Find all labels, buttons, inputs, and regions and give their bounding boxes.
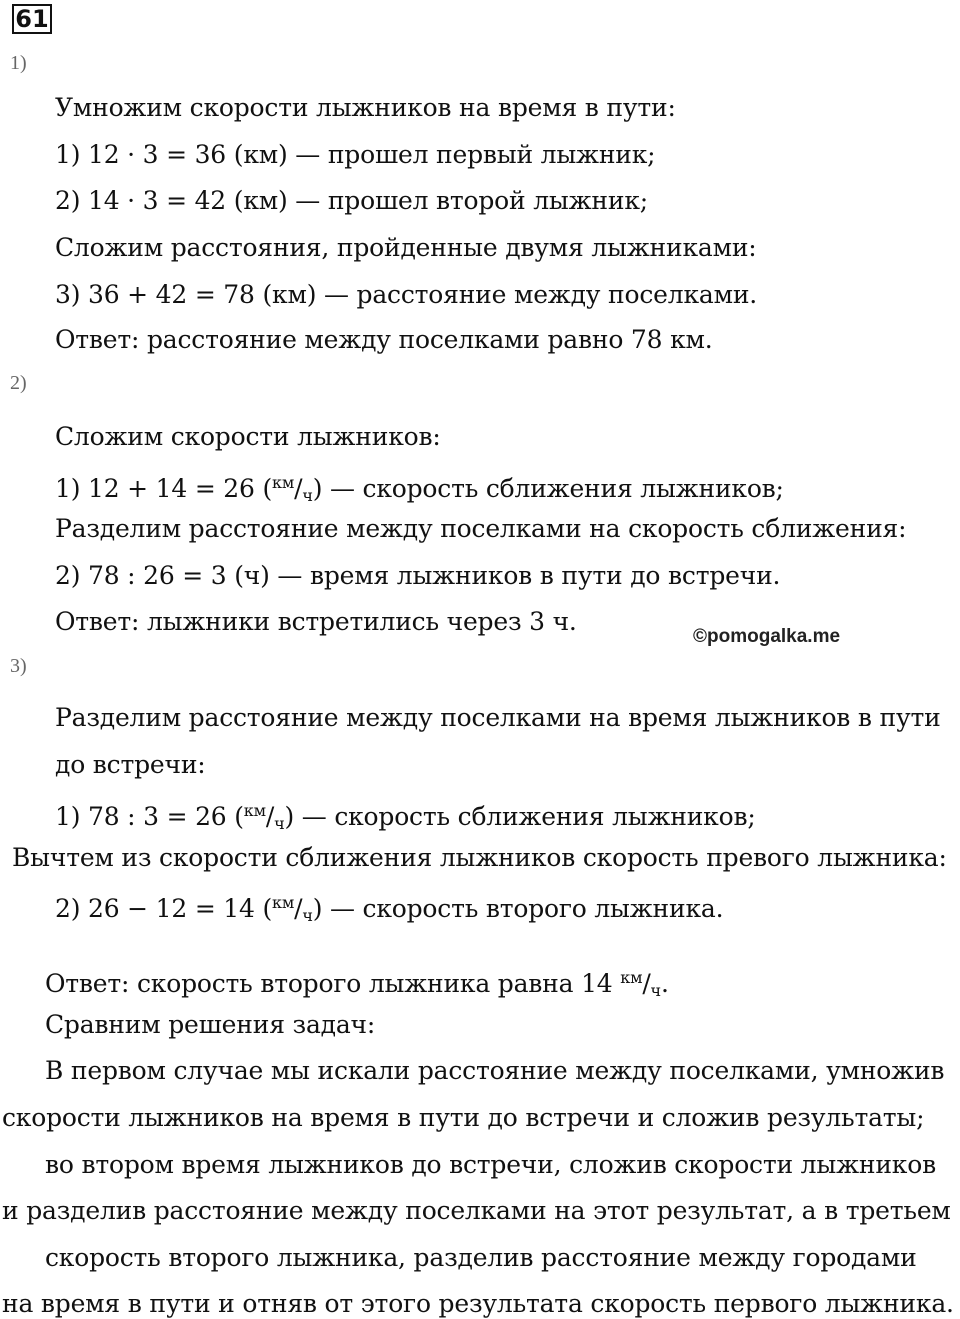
- section-label-2: 2): [10, 372, 27, 394]
- part3-line-5: [55, 888, 723, 931]
- comparison-line-4: во втором время лыжников до встречи, сложив скорости лыжников: [45, 1150, 936, 1179]
- part1-answer: Ответ: расстояние между поселками равно 78 км.: [55, 325, 713, 354]
- part2-line-2-tail: ) — скорость сближения лыжников;: [312, 474, 784, 503]
- part1-line-2: 1) 12 · 3 = 36 (км) — прошел первый лыжник;: [55, 140, 656, 169]
- part1-line-1: Умножим скорости лыжников на время в пути:: [55, 93, 676, 122]
- unit-km: км: [272, 473, 295, 492]
- section-label-3: 3): [10, 655, 27, 677]
- part2-line-4: 2) 78 : 26 = 3 (ч) — время лыжников в пути до встречи.: [55, 561, 781, 590]
- unit-km: км: [620, 968, 643, 987]
- part3-line-3: [55, 796, 756, 839]
- unit-h: ч: [302, 486, 313, 505]
- part3-line-2: до встречи:: [55, 750, 206, 779]
- task-number-box: 61: [12, 4, 52, 34]
- part2-line-1: Сложим скорости лыжников:: [55, 422, 441, 451]
- part3-answer-tail: .: [660, 969, 669, 998]
- comparison-line-3: скорости лыжников на время в пути до встречи и сложив результаты;: [2, 1103, 925, 1132]
- unit-h: ч: [274, 814, 285, 833]
- part3-line-4: Вычтем из скорости сближения лыжников скорость превого лыжника:: [12, 843, 947, 872]
- unit-slash: /: [294, 474, 303, 503]
- part2-line-3: Разделим расстояние между поселками на скорость сближения:: [55, 514, 907, 543]
- unit-slash: /: [265, 802, 275, 831]
- part1-line-4: Сложим расстояния, пройденные двумя лыжниками:: [55, 233, 757, 262]
- comparison-heading: Сравним решения задач:: [45, 1010, 376, 1039]
- part3-line-1: Разделим расстояние между поселками на время лыжников в пути: [55, 703, 941, 732]
- watermark: ©pomogalka.me: [693, 626, 841, 647]
- part3-answer: [45, 963, 669, 1006]
- unit-slash: /: [294, 894, 303, 923]
- part2-line-2: [55, 468, 784, 511]
- part3-answer-text: Ответ: скорость второго лыжника равна 14: [45, 969, 621, 998]
- comparison-line-6: скорость второго лыжника, разделив расстояние между городами: [45, 1243, 917, 1272]
- part3-line-3-text: 1) 78 : 3 = 26 (: [55, 802, 244, 831]
- part2-line-2-text: 1) 12 + 14 = 26 (: [55, 474, 273, 503]
- comparison-line-2: В первом случае мы искали расстояние между поселками, умножив: [45, 1056, 945, 1085]
- comparison-line-7: на время в пути и отняв от этого результата скорость первого лыжника.: [2, 1289, 954, 1318]
- unit-h: ч: [650, 981, 661, 1000]
- part1-line-5: 3) 36 + 42 = 78 (км) — расстояние между поселками.: [55, 280, 758, 309]
- part2-answer: Ответ: лыжники встретились через 3 ч.: [55, 607, 577, 636]
- unit-km: км: [243, 801, 266, 820]
- unit-km: км: [272, 893, 295, 912]
- section-label-1: 1): [10, 52, 27, 74]
- unit-slash: /: [642, 969, 651, 998]
- part3-line-5-text: 2) 26 − 12 = 14 (: [55, 894, 273, 923]
- part1-line-3: 2) 14 · 3 = 42 (км) — прошел второй лыжник;: [55, 186, 648, 215]
- unit-h: ч: [302, 906, 313, 925]
- part3-line-5-tail: ) — скорость второго лыжника.: [312, 894, 724, 923]
- part3-line-3-tail: ) — скорость сближения лыжников;: [284, 802, 756, 831]
- comparison-line-5: и разделив расстояние между поселками на этот результат, а в третьем: [2, 1196, 951, 1225]
